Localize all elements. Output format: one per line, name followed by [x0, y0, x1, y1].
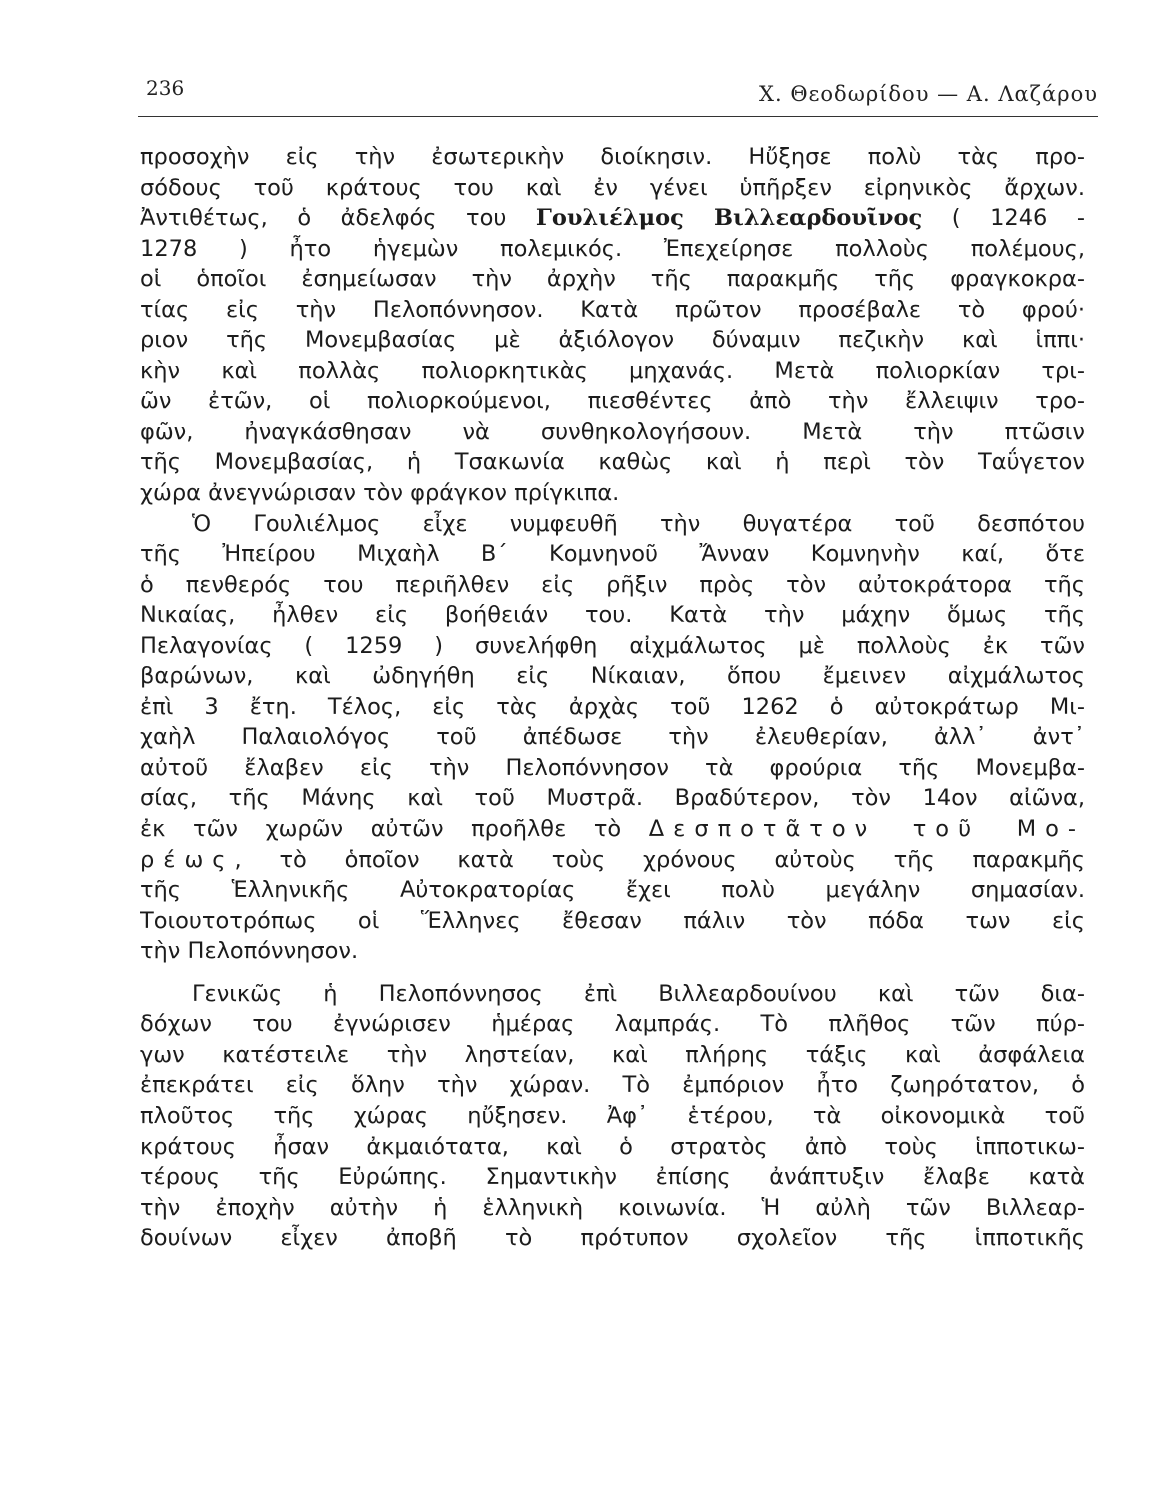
text-span: ἐκ τῶν χωρῶν αὐτῶν προῆλθε τὸ [140, 816, 649, 843]
text-line: χώρα ἀνεγνώρισαν τὸν φράγκον πρίγκιπα. [140, 480, 620, 507]
text-line: ἐπὶ 3 ἔτη. Τέλος, εἰς τὰς ἀρχὰς τοῦ 1262 ὁ αὐτοκράτωρ Μι- [140, 693, 1085, 720]
spaced-term: ρέως [140, 846, 235, 873]
paragraph-1 [140, 142, 1085, 509]
text-line: Γενικῶς ἡ Πελοπόννησος ἐπὶ Βιλλεαρδουίνου καὶ τῶν δια- [192, 980, 1085, 1007]
text-line: σίας, τῆς Μάνης καὶ τοῦ Μυστρᾶ. Βραδύτερον, τὸν 14ον αἰῶνα, [140, 785, 1085, 812]
text-line: τὴν ἐποχὴν αὐτὴν ἡ ἑλληνικὴ κοινωνία. Ἡ αὐλὴ τῶν Βιλλεαρ- [140, 1194, 1085, 1221]
page-header [138, 72, 1098, 112]
header-rule [138, 116, 1098, 117]
text-line [140, 814, 1085, 845]
text-line: ῶν ἐτῶν, οἱ πολιορκούμενοι, πιεσθέντες ἀπὸ τὴν ἔλλειψιν τρο- [140, 388, 1085, 415]
spaced-term: Δεσποτᾶτον τοῦ Μο- [648, 816, 1085, 843]
text-line: Τοιουτοτρόπως οἱ Ἕλληνες ἔθεσαν πάλιν τὸν πόδα των εἰς [140, 907, 1085, 934]
paragraph-gap [140, 967, 1085, 979]
text-line: δουίνων εἶχεν ἀποβῆ τὸ πρότυπον σχολεῖον τῆς ἱπποτικῆς [140, 1225, 1085, 1252]
text-line: Ὁ Γουλιέλμος εἶχε νυμφευθῆ τὴν θυγατέρα τοῦ δεσπότου [192, 510, 1085, 537]
text-line [140, 845, 1085, 876]
text-line: προσοχὴν εἰς τὴν ἐσωτερικὴν διοίκησιν. Ηὔξησε πολὺ τὰς προ- [140, 144, 1085, 170]
paragraph-2 [140, 509, 1085, 967]
text-line: τίας εἰς τὴν Πελοπόννησον. Κατὰ πρῶτον προσέβαλε τὸ φρού· [140, 296, 1085, 323]
running-head: Χ. Θεοδωρίδου — Α. Λαζάρου [759, 82, 1098, 106]
text-line: ἐπεκράτει εἰς ὅλην τὴν χώραν. Τὸ ἐμπόριον ἦτο ζωηρότατον, ὁ [140, 1072, 1085, 1099]
text-span: Ἀντιθέτως, ὁ ἀδελφός του [140, 205, 536, 232]
text-line: φῶν, ἠναγκάσθησαν νὰ συνθηκολογήσουν. Μετὰ τὴν πτῶσιν [140, 418, 1085, 445]
text-line: Νικαίας, ἦλθεν εἰς βοήθειάν του. Κατὰ τὴν μάχην ὅμως τῆς [140, 602, 1085, 629]
text-line: δόχων του ἐγνώρισεν ἡμέρας λαμπράς. Τὸ πλῆθος τῶν πύρ- [140, 1011, 1085, 1038]
text-line: οἱ ὁποῖοι ἐσημείωσαν τὴν ἀρχὴν τῆς παρακμῆς τῆς φραγκοκρα- [140, 266, 1085, 293]
body-text [140, 142, 1085, 1254]
text-line: χαὴλ Παλαιολόγος τοῦ ἀπέδωσε τὴν ἐλευθερίαν, ἀλλ᾽ ἀντ᾽ [140, 724, 1085, 751]
text-line: κράτους ἦσαν ἀκμαιότατα, καὶ ὁ στρατὸς ἀπὸ τοὺς ἱπποτικω- [140, 1133, 1085, 1160]
paragraph-3 [140, 979, 1085, 1254]
text-line: τέρους τῆς Εὐρώπης. Σημαντικὴν ἐπίσης ἀνάπτυξιν ἔλαβε κατὰ [140, 1164, 1085, 1191]
text-line: ριον τῆς Μονεμβασίας μὲ ἀξιόλογον δύναμιν πεζικὴν καὶ ἱππι· [140, 327, 1085, 354]
text-line: αὐτοῦ ἔλαβεν εἰς τὴν Πελοπόννησον τὰ φρούρια τῆς Μονεμβα- [140, 754, 1085, 781]
text-line: Πελαγονίας ( 1259 ) συνελήφθη αἰχμάλωτος μὲ πολλοὺς ἐκ τῶν [140, 632, 1085, 659]
text-line: σόδους τοῦ κράτους του καὶ ἐν γένει ὑπῆρξεν εἰρηνικὸς ἄρχων. [140, 174, 1085, 201]
text-line: 1278 ) ἦτο ἡγεμὼν πολεμικός. Ἐπεχείρησε πολλοὺς πολέμους, [140, 235, 1085, 262]
text-line: τὴν Πελοπόννησον. [140, 938, 359, 965]
text-line: τῆς Ἑλληνικῆς Αὐτοκρατορίας ἔχει πολὺ μεγάλην σημασίαν. [140, 877, 1085, 904]
bold-name: Γουλιέλμος Βιλλεαρδουῖνος [535, 205, 923, 232]
text-line: τῆς Μονεμβασίας, ἡ Τσακωνία καθὼς καὶ ἡ περὶ τὸν Ταΰγετον [140, 449, 1085, 476]
text-line: βαρώνων, καὶ ὠδηγήθη εἰς Νίκαιαν, ὅπου ἔμεινεν αἰχμάλωτος [140, 663, 1085, 690]
text-line [140, 203, 1085, 234]
page-number: 236 [146, 76, 185, 100]
text-line: κὴν καὶ πολλὰς πολιορκητικὰς μηχανάς. Μετὰ πολιορκίαν τρι- [140, 357, 1085, 384]
text-line: γων κατέστειλε τὴν ληστείαν, καὶ πλήρης τάξις καὶ ἀσφάλεια [140, 1041, 1085, 1068]
text-line: ὁ πενθερός του περιῆλθεν εἰς ρῆξιν πρὸς τὸν αὐτοκράτορα τῆς [140, 571, 1085, 598]
text-line: τῆς Ἠπείρου Μιχαὴλ Β΄ Κομνηνοῦ Ἄνναν Κομνηνὴν καί, ὅτε [140, 541, 1085, 568]
text-span: ( 1246 - [922, 205, 1085, 232]
text-span: , τὸ ὁποῖον κατὰ τοὺς χρόνους αὐτοὺς τῆς παρακμῆς [234, 846, 1085, 873]
text-line: πλοῦτος τῆς χώρας ηὔξησεν. Ἀφ᾽ ἑτέρου, τὰ οἰκονομικὰ τοῦ [140, 1102, 1085, 1129]
